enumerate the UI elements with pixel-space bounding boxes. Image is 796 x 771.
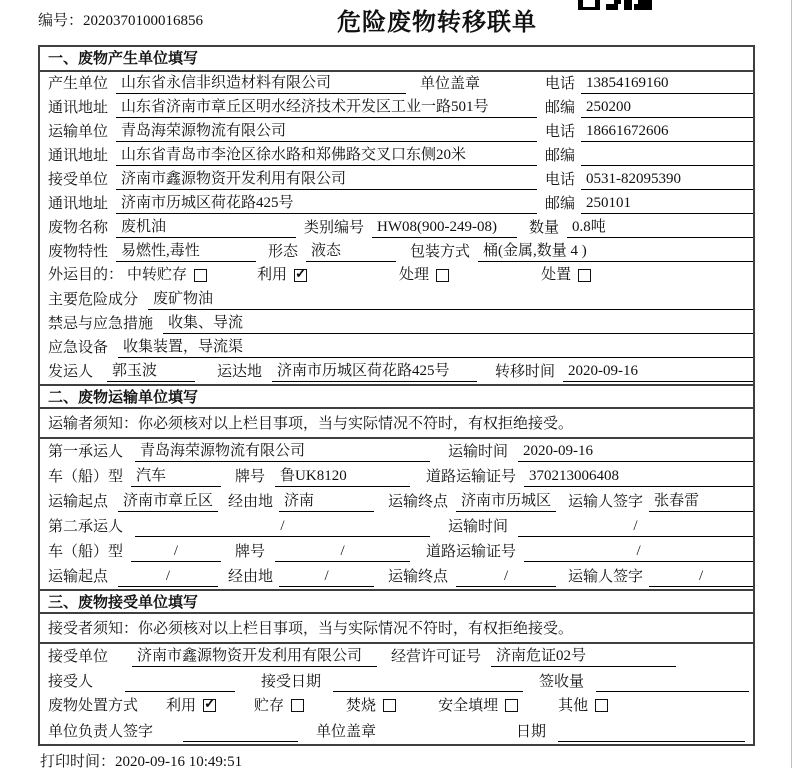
row-receipt [40,669,753,694]
quantity-value: 0.8吨 [567,217,753,238]
row-responsible-signature [40,719,753,744]
receipt-person-value [125,671,235,692]
waste-name-label: 废物名称 [48,220,109,236]
receiver-unit-label: 接受单位 [48,172,109,188]
address-label: 通讯地址 [48,196,109,212]
zip-label: 邮编 [545,148,576,164]
receipt-date-value [333,671,523,692]
business-license-label: 经营许可证号 [391,649,482,665]
row-transport-unit [40,120,753,144]
purpose-option-transfer-storage: 中转贮存 [127,266,207,284]
origin-value: / [118,566,218,587]
form-value: 液态 [306,241,396,262]
qr-code-partial-icon [578,0,652,10]
plate-label: 牌号 [235,544,266,560]
category-code-value: HW08(900-249-08) [372,217,517,238]
responsible-signature-value [183,721,298,742]
zip-group [545,193,753,214]
zip-value: 250200 [581,97,753,118]
transport-time-label: 运输时间 [448,444,509,460]
vehicle-type-label: 车（船）型 [48,544,124,560]
row-transport-address [40,144,753,168]
section-2-header: 二、废物运输单位填写 [40,384,753,409]
vehicle-type-value: / [131,541,221,562]
waste-name-value: 废机油 [116,217,296,238]
address-value: 山东省济南市章丘区明水经济技术开发区工业一路501号 [116,97,537,118]
section-producer [40,47,753,384]
receiver-unit-value: 济南市鑫源物资开发利用有限公司 [116,169,537,190]
transport-unit-value: 青岛海荣源物流有限公司 [116,121,537,142]
disposal-method-label: 废物处置方式 [48,697,139,714]
purpose-option-disposal: 处置 [541,266,591,284]
zip-value: 250101 [581,193,753,214]
notice-text: 接受者须知：你必须核对以上栏目事项，当与实际情况不符时，有权拒绝接受。 [48,620,574,637]
producer-unit-label: 产生单位 [48,76,109,92]
receipt-person-label: 接受人 [48,674,94,690]
checkbox-icon [194,269,207,282]
transfer-time-value: 2020-09-16 [563,361,753,382]
row-vehicle-1 [40,464,753,489]
endpoint-label: 运输终点 [388,494,449,510]
row-receiver-address [40,192,753,216]
serial-number: 2020370100016856 [83,13,204,29]
plate-value: / [275,541,410,562]
checkbox-icon [505,699,518,712]
serial-number-line [38,9,203,30]
date-label: 日期 [516,724,547,740]
first-carrier-label: 第一承运人 [48,444,124,460]
row-hazard-components [40,288,753,312]
via-label: 经由地 [228,569,274,585]
address-label: 通讯地址 [48,100,109,116]
row-emergency-measures [40,312,753,336]
row-waste-name [40,216,753,240]
road-license-value: / [524,541,753,562]
section-receiver [40,589,753,744]
emergency-equipment-label: 应急设备 [48,340,109,356]
phone-group [545,121,753,142]
receiver-notice [40,614,753,644]
received-amount-label: 签收量 [539,674,585,690]
origin-label: 运输起点 [48,569,109,585]
carrier-signature-value: 张春雷 [649,491,753,512]
second-carrier-label: 第二承运人 [48,519,124,535]
page-title: 危险废物转移联单 [337,9,537,36]
disposal-option-other: 其他 [558,697,608,715]
packing-label: 包装方式 [410,244,471,260]
checkbox-icon [203,699,216,712]
destination-label: 运达地 [217,364,263,380]
waste-traits-label: 废物特性 [48,244,109,260]
emergency-measures-label: 禁忌与应急措施 [48,316,154,332]
accepting-unit-label: 接受单位 [48,649,109,665]
row-transfer-purpose [40,264,753,288]
section-3-header: 三、废物接受单位填写 [40,589,753,614]
carrier-signature-label: 运输人签字 [568,569,644,585]
receipt-date-label: 接受日期 [261,674,322,690]
emergency-equipment-value: 收集装置，导流渠 [118,337,753,358]
form-label: 形态 [268,244,299,260]
row-producer-unit [40,72,753,96]
shipper-label: 发运人 [48,364,94,380]
row-receiver-unit [40,168,753,192]
carrier-signature-label: 运输人签字 [568,494,644,510]
second-carrier-value: / [135,516,430,537]
row-first-carrier [40,439,753,464]
unit-seal-label: 单位盖章 [316,724,377,740]
endpoint-value: / [456,566,556,587]
via-value: / [279,566,374,587]
hazard-components-label: 主要危险成分 [48,292,139,308]
row-emergency-equipment [40,336,753,360]
checkbox-icon [291,699,304,712]
row-producer-address [40,96,753,120]
zip-label: 邮编 [545,100,576,116]
via-value: 济南 [279,491,374,512]
address-value: 山东省青岛市李沧区徐水路和郑佛路交叉口东侧20米 [116,145,537,166]
road-license-label: 道路运输证号 [426,544,517,560]
notice-text: 运输者须知：你必须核对以上栏目事项，当与实际情况不符时，有权拒绝接受。 [48,415,574,432]
section-transporter [40,384,753,589]
checkbox-icon [436,269,449,282]
row-disposal-method [40,694,753,719]
accepting-unit-value: 济南市鑫源物资开发利用有限公司 [132,646,377,667]
checkbox-icon [294,269,307,282]
row-second-carrier [40,514,753,539]
disposal-option-landfill: 安全填埋 [438,697,518,715]
zip-group [545,97,753,118]
purpose-option-treatment: 处理 [399,266,449,284]
endpoint-label: 运输终点 [388,569,449,585]
waste-traits-value: 易燃性,毒性 [116,241,256,262]
transport-time-value: / [518,516,753,537]
manifest-form [38,45,755,746]
row-route-2 [40,564,753,589]
carrier-signature-value: / [649,566,753,587]
transport-time-label: 运输时间 [448,519,509,535]
print-time-label: 打印时间： [40,754,116,770]
checkbox-icon [383,699,396,712]
page-edge-line [791,0,792,768]
zip-value [581,145,753,166]
plate-label: 牌号 [235,469,266,485]
phone-group [545,169,753,190]
disposal-option-storage: 贮存 [254,697,304,715]
quantity-label: 数量 [529,220,560,236]
section-1-header: 一、废物产生单位填写 [40,47,753,72]
address-label: 通讯地址 [48,148,109,164]
producer-unit-value: 山东省永信非织造材料有限公司 [116,73,406,94]
transport-unit-label: 运输单位 [48,124,109,140]
phone-value: 18661672606 [581,121,753,142]
purpose-label: 外运目的： [48,267,124,283]
shipper-value: 郭玉波 [107,361,195,382]
received-amount-value [596,671,749,692]
destination-value: 济南市历城区荷花路425号 [272,361,477,382]
road-license-value: 370213006408 [524,466,753,487]
checkbox-icon [578,269,591,282]
origin-value: 济南市章丘区 [118,491,218,512]
serial-label: 编号： [38,13,84,29]
emergency-measures-value: 收集、导流 [163,313,753,334]
checkbox-icon [595,699,608,712]
phone-group [545,73,753,94]
address-value: 济南市历城区荷花路425号 [116,193,537,214]
print-time-value: 2020-09-16 10:49:51 [115,754,243,770]
phone-value: 13854169160 [581,73,753,94]
phone-value: 0531-82095390 [581,169,753,190]
phone-label: 电话 [545,124,576,140]
phone-label: 电话 [545,76,576,92]
purpose-option-use: 利用 ✓ [257,266,307,284]
transport-time-value: 2020-09-16 [518,441,753,462]
row-route-1 [40,489,753,514]
row-vehicle-2 [40,539,753,564]
unit-seal-label: 单位盖章 [420,76,481,92]
business-license-value: 济南危证02号 [491,646,676,667]
plate-value: 鲁UK8120 [275,466,410,487]
first-carrier-value: 青岛海荣源物流有限公司 [135,441,430,462]
vehicle-type-value: 汽车 [131,466,221,487]
road-license-label: 道路运输证号 [426,469,517,485]
via-label: 经由地 [228,494,274,510]
phone-label: 电话 [545,172,576,188]
hazard-components-value: 废矿物油 [148,289,753,310]
date-value [558,721,745,742]
disposal-option-incineration: 焚烧 [346,697,396,715]
category-code-label: 类别编号 [304,220,365,236]
disposal-option-use: 利用 ✓ [166,697,216,715]
zip-group [545,145,753,166]
transporter-notice [40,409,753,439]
vehicle-type-label: 车（船）型 [48,469,124,485]
packing-value: 桶(金属,数量 4 ) [478,241,753,262]
endpoint-value: 济南市历城区 [456,491,556,512]
row-shipper [40,360,753,384]
zip-label: 邮编 [545,196,576,212]
row-accepting-unit [40,644,753,669]
transfer-time-label: 转移时间 [495,364,556,380]
origin-label: 运输起点 [48,494,109,510]
responsible-signature-label: 单位负责人签字 [48,724,154,740]
row-waste-traits [40,240,753,264]
